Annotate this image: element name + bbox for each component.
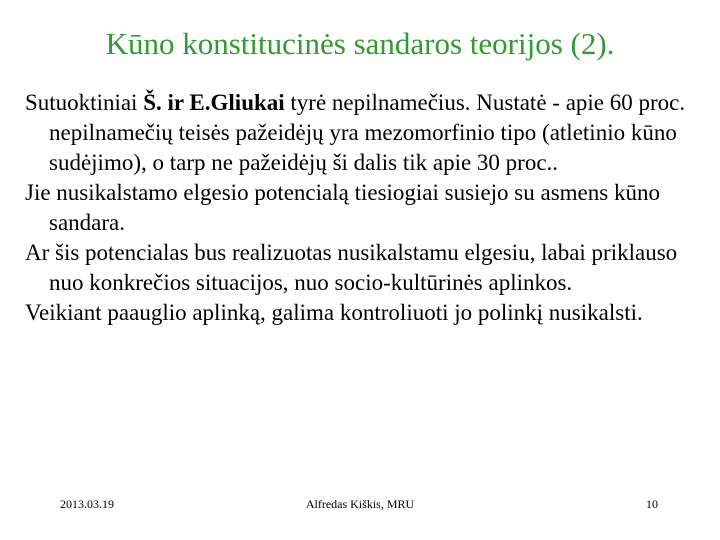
researchers-names: Š. ir E.Gliukai (143, 90, 285, 115)
paragraph-text: Sutuoktiniai (25, 90, 144, 115)
footer-page-number: 10 (646, 497, 658, 511)
slide-body (25, 88, 705, 328)
paragraph-gliukai-study (25, 88, 705, 178)
footer-author: Alfredas Kiškis, MRU (305, 497, 415, 511)
slide-title: Kūno konstitucinės sandaros teorijos (2). (105, 26, 615, 61)
paragraph-text: tyrė nepilnamečius. Nustatė - apie 60 proc. nepilnamečių teisės pažeidėjų yra mezomorfinio tipo (atletinio kūno sudėjimo), o tarp ne pažeidėjų ši dalis tik apie 30 proc.. (49, 90, 686, 175)
paragraph-body-structure-link: Jie nusikalstamo elgesio potencialą tiesiogiai susiejo su asmens kūno sandara. (25, 180, 660, 235)
footer-date: 2013.03.19 (60, 497, 114, 511)
paragraph-environment-control: Veikiant paauglio aplinką, galima kontroliuoti jo polinkį nusikalsti. (25, 300, 643, 325)
paragraph-situation-dependence: Ar šis potencialas bus realizuotas nusikalstamu elgesiu, labai priklauso nuo konkrečios situacijos, nuo socio-kultūrinės aplinkos. (25, 240, 678, 295)
